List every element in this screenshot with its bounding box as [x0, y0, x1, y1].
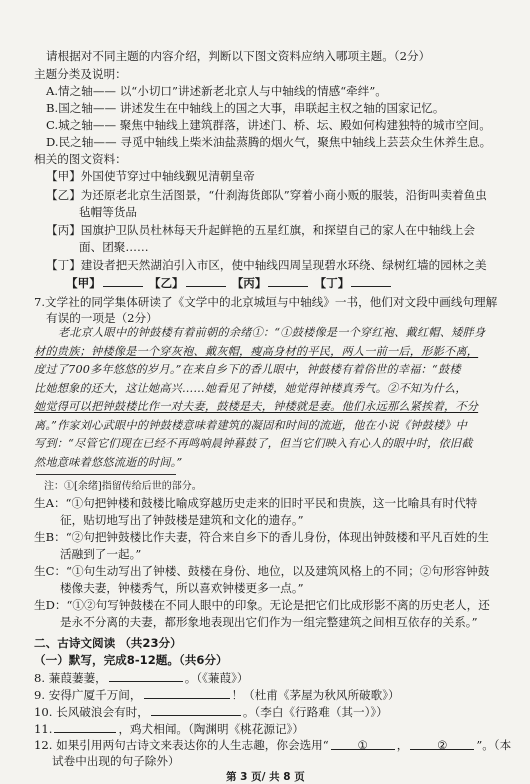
q12-circle-2: ②: [437, 738, 448, 752]
q11: [34, 721, 304, 736]
q12-text: 12. 如果引用两句古诗文来表达你的人生志趣，你会选用“: [34, 738, 329, 752]
answer-label-ding: 【丁】: [314, 276, 350, 290]
page-footer: 第 3 页/ 共 8 页: [226, 771, 305, 783]
passage-line-5: 她觉得可以把钟鼓楼比作一对夫妻，鼓楼是夫，钟楼就是妻。他们永远那么紧挨着，不分: [34, 400, 479, 413]
passage-line-1: 老北京人眼中的钟鼓楼有着前朝的余绪①：“①鼓楼像是一个穿红袍、戴红帽、矮胖身: [58, 326, 486, 339]
theme-heading: 主题分类及说明：: [34, 67, 127, 81]
q10: [34, 704, 388, 719]
option-d-cont: 是永不分离的夫妻，都形象地表现出它们作为一组完整建筑之间相互依存的关系。”: [60, 615, 478, 629]
material-bing-cont: 面、团聚……: [79, 240, 149, 254]
q9-blank[interactable]: [144, 687, 230, 699]
q6-answer-line: [66, 275, 393, 290]
option-a: 生A：“①句把钟楼和鼓楼比喻成穿越历史走来的旧时平民和贵族，这一比喻具有时代特: [34, 496, 478, 510]
passage-line-6: 离。”作家刘心武眼中的钟鼓楼意味着建筑的凝固和时间的流逝，他在小说《钟鼓楼》中: [34, 418, 468, 432]
q8-blank[interactable]: [109, 670, 183, 682]
section-2-subtitle: （一）默写，完成8-12题。（共6分）: [34, 653, 228, 667]
passage-line-7: 写到：“尽管它们现在已经不再鸣响晨钟暮鼓了，但当它们映入有心人的眼中时，依旧截: [34, 437, 473, 450]
material-yi-cont: 毡帽等货品: [79, 205, 137, 219]
passage-line-3: 度过了700多年悠悠的岁月。”在来自乡下的香儿眼中，钟鼓楼有着俗世的幸福：“鼓楼: [34, 363, 461, 376]
footnote: 注：①[余绪]指留传给后世的部分。: [44, 481, 202, 492]
q12-blank-2[interactable]: [410, 738, 474, 750]
answer-blank-bing[interactable]: [268, 275, 308, 287]
answer-blank-jia[interactable]: [103, 275, 143, 287]
q9-text: 9. 安得广厦千万间，: [34, 688, 142, 702]
section-2-title: 二、古诗文阅读 （共23分）: [34, 636, 182, 650]
option-a-cont: 征，贴切地写出了钟鼓楼是建筑和文化的遗存。”: [60, 513, 304, 527]
q12-end: ”。（本: [476, 738, 512, 752]
answer-label-bing: 【丙】: [231, 276, 267, 290]
q9: [34, 687, 400, 702]
q12-blank-1[interactable]: [331, 738, 395, 750]
answer-blank-yi[interactable]: [186, 275, 226, 287]
q8-text: 8. 蒹葭萋萋，: [34, 671, 107, 685]
q8: [34, 670, 248, 685]
option-b: 生B：“②句把钟鼓楼比作夫妻，符合来自乡下的香儿身份，体现出钟鼓楼和平凡百姓的生: [34, 530, 490, 544]
passage-line-8: 然地意味着悠悠流逝的时间。”: [34, 455, 183, 469]
material-heading: 相关的图文资料：: [34, 152, 127, 166]
answer-label-yi: 【乙】: [148, 276, 184, 290]
passage-line-2: 材的贵族；钟楼像是一个穿灰袍、戴灰帽，瘦高身材的平民，两人一前一后，形影不离，: [34, 344, 479, 358]
option-b-cont: 活融到了一起。”: [60, 547, 142, 561]
q7-stem-line1: 7.文学社的同学集体研读了《文学中的北京城垣与中轴线》一书，他们对文段中画线句理解: [34, 295, 498, 309]
material-ding: 【丁】建设者把天然湖泊引入市区，使中轴线四周呈现碧水环绕、绿树红墙的园林之美: [46, 258, 487, 272]
answer-blank-ding[interactable]: [351, 275, 391, 287]
q10-blank[interactable]: [151, 704, 241, 716]
theme-d: D.民之轴—— 寻觅中轴线上柴米油盐蒸腾的烟火气，聚焦中轴线上芸芸众生休养生息。: [46, 135, 492, 149]
theme-a: A.情之轴—— 以“小切口”讲述新老北京人与中轴线的情感“牵绊”。: [46, 84, 387, 98]
q6-prompt: 请根据对不同主题的内容介绍，判断以下图文资料应纳入哪项主题。（2分）: [46, 49, 431, 63]
material-jia: 【甲】外国使节穿过中轴线觐见清朝皇帝: [46, 169, 255, 183]
q7-stem-line2: 有误的一项是（2分）: [46, 311, 158, 325]
q12-circle-1: ①: [357, 738, 368, 752]
q8-source: 。（《蒹葭》）: [184, 671, 249, 685]
passage-line-4: 比她想象的还大，这让她高兴……她看见了钟楼，她觉得钟楼真秀气。②不知为什么，: [34, 381, 467, 395]
q12-cont: 试卷中出现的句子除外）: [52, 754, 180, 768]
option-c: 生C：“①句生动写出了钟楼、鼓楼在身份、地位，以及建筑风格上的不同；②句形容钟鼓: [34, 564, 490, 578]
material-bing: 【丙】国旗护卫队员杜林每天升起鲜艳的五星红旗，和探望自己的家人在中轴线上会: [46, 223, 475, 237]
footnote-divider: [36, 474, 176, 475]
q10-text: 10. 长风破浪会有时，: [34, 705, 149, 719]
q11-text: 11.: [34, 722, 53, 736]
material-yi: 【乙】为还原老北京生活图景，“什刹海货郎队”穿着小商小贩的服装，沿街叫卖着鱼虫: [46, 188, 487, 202]
q11-source: ，鸡犬相闻。（陶渊明《桃花源记》）: [118, 722, 304, 736]
q12: 12. 如果引用两句古诗文来表达你的人生志趣，你会选用“ ① ， ② ”。（本: [34, 738, 512, 752]
answer-label-jia: 【甲】: [66, 276, 101, 290]
q11-blank[interactable]: [54, 721, 116, 733]
option-d: 生D：“①②句写钟鼓楼在不同人眼中的印象。无论是把它们比成形影不离的历史老人，还: [34, 598, 490, 612]
theme-c: C.城之轴—— 聚焦中轴线上建筑群落，讲述门、桥、坛、殿如何构建独特的城市空间。: [46, 118, 491, 132]
q10-source: 。（李白《行路难（其一）》）: [242, 705, 388, 719]
option-c-cont: 楼像夫妻，钟楼秀气，所以喜欢钟楼更多一点。”: [60, 581, 304, 595]
q9-source: ！（杜甫《茅屋为秋风所破歌》）: [231, 688, 400, 702]
theme-b: B.国之轴—— 讲述发生在中轴线上的国之大事，串联起主权之轴的国家记忆。: [46, 101, 445, 115]
